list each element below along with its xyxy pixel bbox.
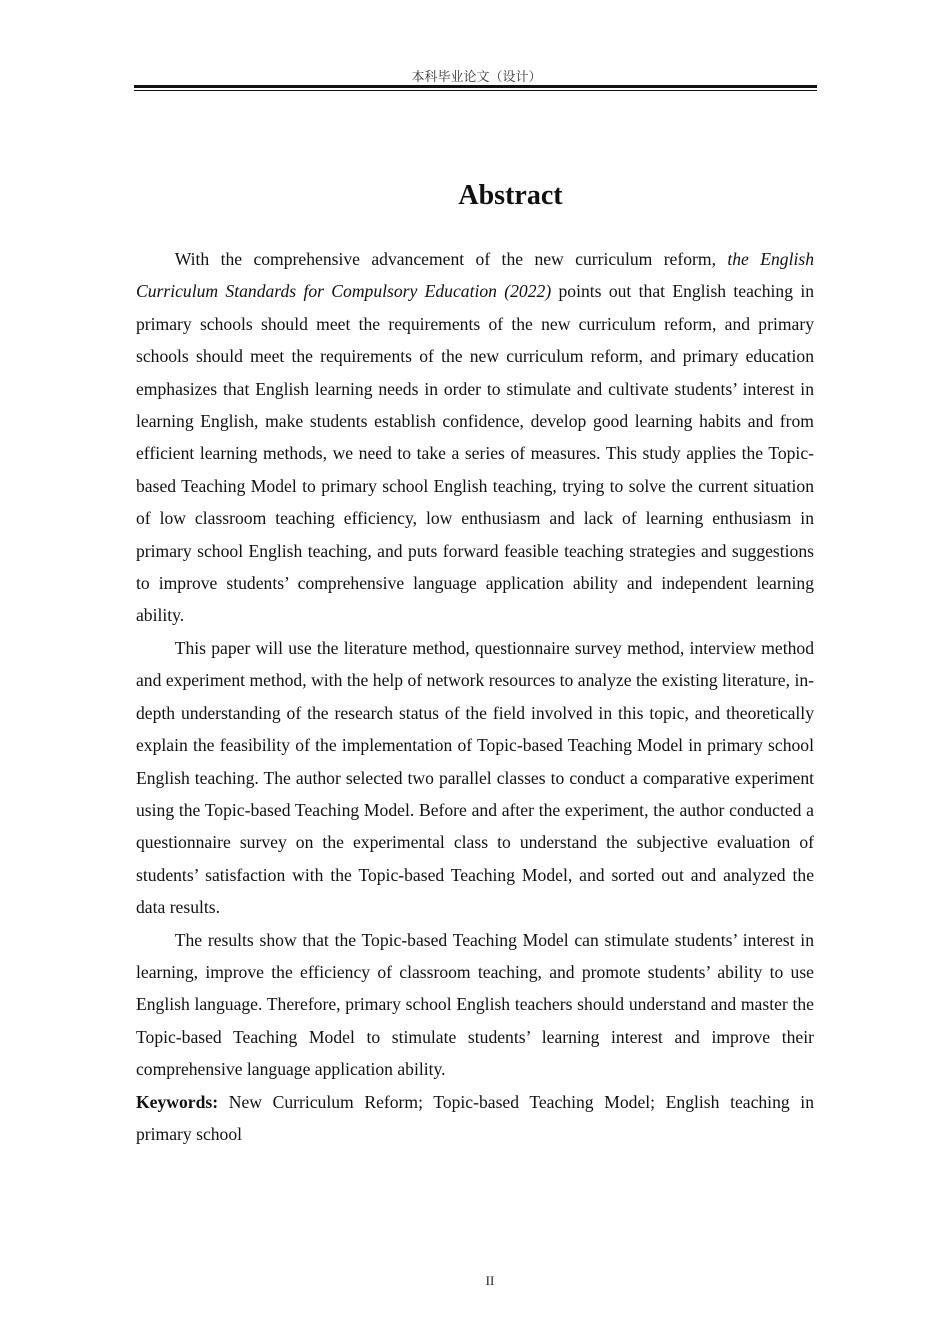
p1-italic-citation: the English Curriculum Standards for Compulsory Education (2022) (136, 249, 814, 302)
abstract-title: Abstract (458, 180, 563, 211)
abstract-body (136, 243, 814, 1150)
abstract-paragraph-3: The results show that the Topic-based Teaching Model can stimulate students’ interest in learning, improve the efficiency of classroom teaching, and promote students’ ability to use English language. Therefore, primary school English teachers should understand and master the Topic-based Teaching Model to stimulate students’ learning interest and improve their comprehensive language application ability. (136, 929, 814, 1080)
header-rule-thin (134, 90, 817, 91)
keywords-label: Keywords: (136, 1091, 219, 1112)
abstract-paragraph-1 (136, 243, 814, 632)
keywords-line (136, 1086, 814, 1151)
abstract-paragraph-2: This paper will use the literature method, questionnaire survey method, interview method and experiment method, with the help of network resources to analyze the existing literature, in-depth understanding of the research status of the field involved in this topic, and theoretically explain the feasibility of the implementation of Topic-based Teaching Model in primary school English teaching. The author selected two parallel classes to conduct a comparative experiment using the Topic-based Teaching Model. Before and after the experiment, the author conducted a questionnaire survey on the experimental class to understand the subjective evaluation of students’ satisfaction with the Topic-based Teaching Model, and sorted out and analyzed the data results. (136, 637, 814, 918)
header-rule (134, 85, 817, 88)
p1-text-start: With the comprehensive advancement of the new curriculum reform, (174, 249, 728, 269)
page-number: II (485, 1273, 495, 1288)
keywords-text: New Curriculum Reform; Topic-based Teaching Model; English teaching in primary school (136, 1091, 814, 1144)
p1-text-end: points out that English teaching in primary schools should meet the requirements of the new curriculum reform, and primary schools should meet the requirements of the new curriculum reform, and primary education emphasizes that English learning needs in order to stimulate and cultivate students’ interest in learning English, make students establish confidence, develop good learning habits and from efficient learning methods, we need to take a series of measures. This study applies the Topic-based Teaching Model to primary school English teaching, trying to solve the current situation of low classroom teaching efficiency, low enthusiasm and lack of learning enthusiasm in primary school English teaching, and puts forward feasible teaching strategies and suggestions to improve students’ comprehensive language application ability and independent learning ability. (136, 281, 815, 626)
running-header: 本科毕业论文（设计） (411, 70, 542, 85)
